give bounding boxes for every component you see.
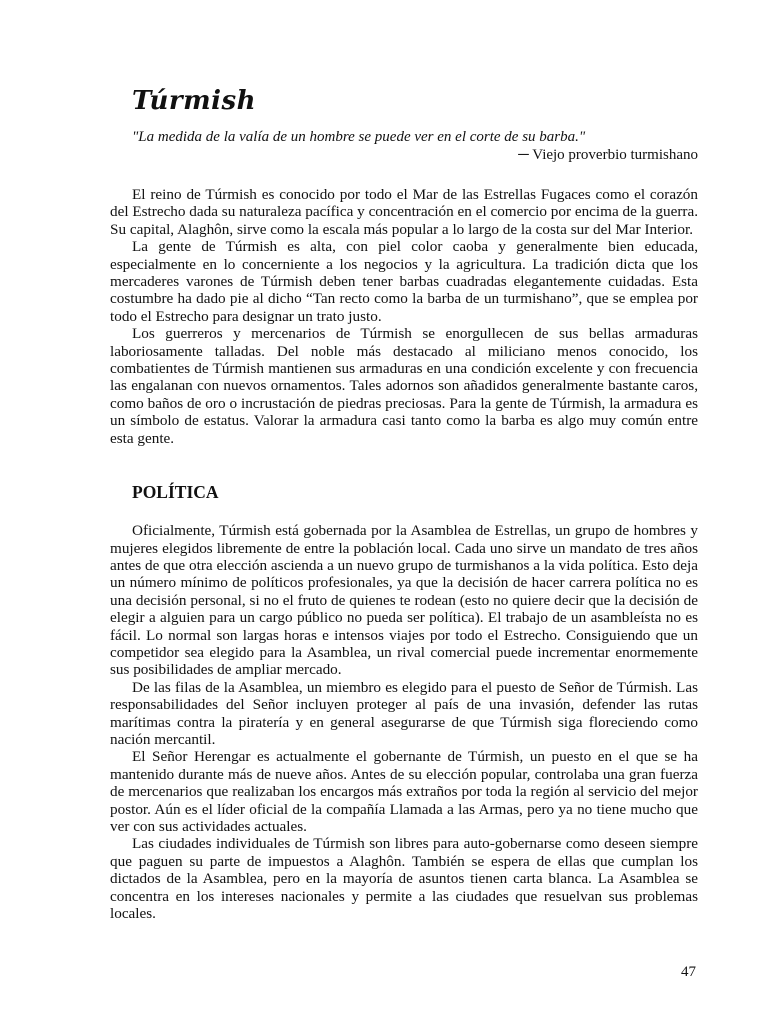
epigraph-source: ─ Viejo proverbio turmishano [518,147,698,163]
section-paragraph: De las filas de la Asamblea, un miembro es elegido para el puesto de Señor de Túrmish. Las responsabilidades del Señor incluyen proteger al país de una invasión, defender las rutas marítimas contra la piratería y en general asegurarse de que Túrmish siga floreciendo como nación mercantil. [110,678,698,748]
intro-paragraph: El reino de Túrmish es conocido por todo el Mar de las Estrellas Fugaces como el corazón del Estrecho dada su naturaleza pacífica y concentración en el comercio por encima de la guerra. Su capital, Alaghôn, sirve como la escala más popular a lo largo de la costa sur del Mar Interior. [110,186,698,238]
page-number: 47 [681,964,696,980]
intro-paragraph: La gente de Túrmish es alta, con piel color caoba y generalmente bien educada, especialmente en lo concerniente a los negocios y la agricultura. La tradición dicta que los mercaderes varones de Túrmish deben tener barbas cuadradas elegantemente cuidadas. Esta costumbre ha dado pie al dicho “Tan recto como la barba de un turmishano”, que se emplea por todo el Estrecho para designar un trato justo. [110,238,698,325]
intro-paragraph: Los guerreros y mercenarios de Túrmish se enorgullecen de sus bellas armaduras laboriosamente talladas. Del noble más destacado al miliciano menos conocido, los combatientes de Túrmish mantienen sus armaduras en una condición excelente y con frecuencia las engalanan con nuevos ornamentos. Tales adornos son añadidos generalmente bastante caros, como baños de oro o incrustación de piedras preciosas. Para la gente de Túrmish, la armadura es un símbolo de estatus. Valorar la armadura casi tanto como la barba es algo muy común entre esta gente. [110,325,698,447]
section-paragraph: Las ciudades individuales de Túrmish son libres para auto-gobernarse como deseen siempre que paguen su parte de impuestos a Alaghôn. También se espera de ellas que cumplan los dictados de la Asamblea, pero en la mayoría de asuntos tienen carta blanca. La Asamblea se concentra en los intereses nacionales y permite a las ciudades que resuelvan sus problemas locales. [110,835,698,923]
page-content [110,84,698,922]
epigraph-quote: "La medida de la valía de un hombre se puede ver en el corte de su barba." [132,129,586,145]
section-paragraph: El Señor Herengar es actualmente el gobernante de Túrmish, un puesto en el que se ha mantenido durante más de nueve años. Antes de su elección popular, controlaba una gran fuerza de mercenarios que realizaban los encargos más extraños por toda la región al servicio del mejor postor. Aún es el líder oficial de la compañía Llamada a las Armas, pero ya no tiene mucho que ver con sus actividades actuales. [110,748,698,835]
chapter-title: Túrmish [132,86,256,116]
section-heading: POLÍTICA [132,482,219,503]
section-paragraph: Oficialmente, Túrmish está gobernada por la Asamblea de Estrellas, un grupo de hombres y mujeres elegidos libremente de entre la población local. Cada uno sirve un mandato de tres años antes de que otra elección ascienda a un nuevo grupo de turmishanos a la vida política. Esto deja un número mínimo de políticos profesionales, ya que la decisión de hacer carrera política no es una decisión personal, si no el fruto de quienes te rodean (esto no quiere decir que la decisión de elegir a alguien para un cargo público no pueda ser política). El trabajo de un asambleísta no es fácil. Lo normal son largas horas e intensos viajes por todo el Estrecho. Consiguiendo que un competidor sea elegido para la Asamblea, un rival comercial puede incrementar enormemente sus posibilidades de ampliar mercado. [110,522,698,679]
